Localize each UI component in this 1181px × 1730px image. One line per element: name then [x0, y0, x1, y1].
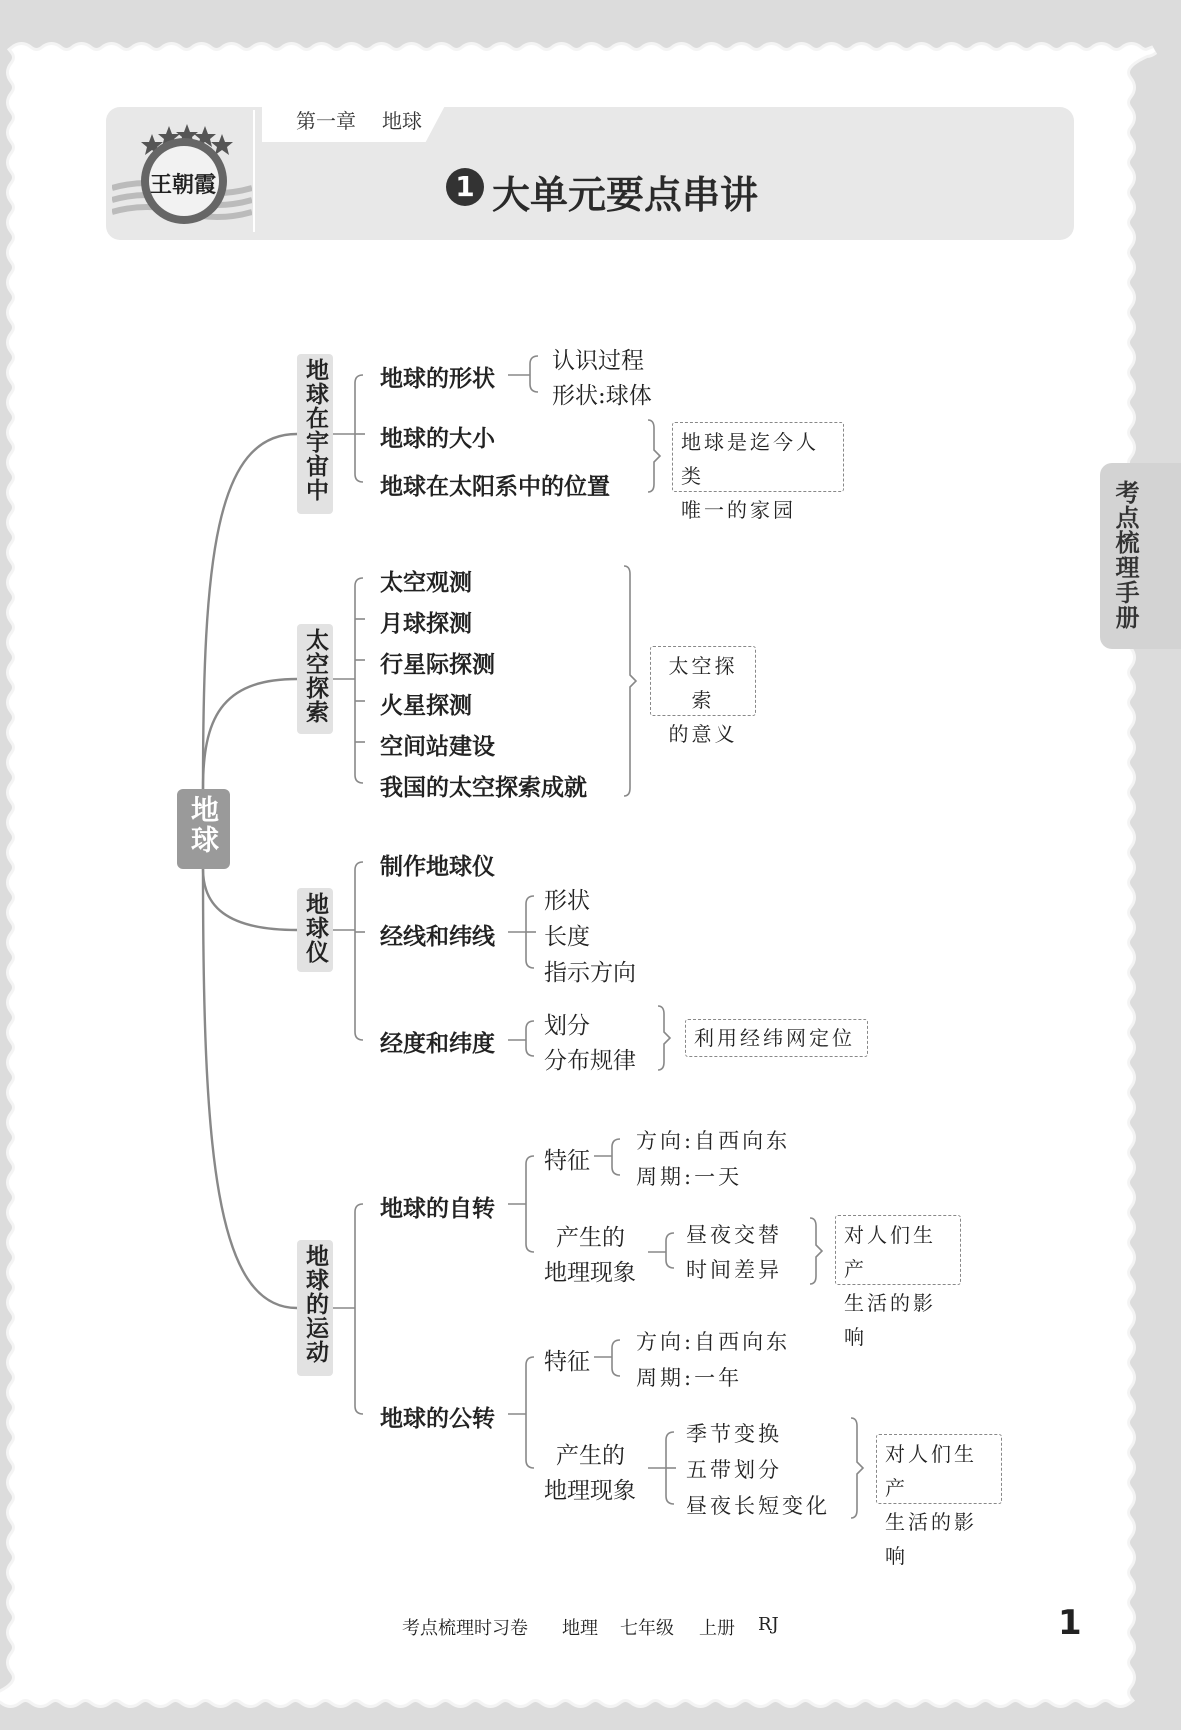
node-rotation-period: 周期:一天	[636, 1165, 743, 1189]
node-interplanetary: 行星际探测	[380, 652, 495, 678]
root-node-label: 地球	[187, 795, 220, 855]
side-tab-label: 考点梳理手册	[1111, 480, 1139, 630]
note-only-home-line1: 地球是迄今人类	[681, 430, 819, 488]
logo-text: 王朝霞	[150, 172, 217, 198]
note-only-home	[672, 422, 844, 522]
node-mars: 火星探测	[380, 693, 472, 719]
node-distribution: 分布规律	[544, 1048, 636, 1074]
node-revolution: 地球的公转	[380, 1406, 495, 1432]
node-cognition-process: 认识过程	[552, 348, 644, 374]
node-revolution-period: 周期:一年	[636, 1366, 743, 1390]
node-earth-shape: 地球的形状	[380, 366, 495, 392]
node-make-globe: 制作地球仪	[380, 854, 495, 880]
footer-volume: 上册	[699, 1618, 735, 1639]
node-meridian-parallel: 经线和纬线	[380, 924, 495, 950]
page-number: 1	[1058, 1603, 1082, 1643]
note-revolution-impact-line1: 对人们生产	[885, 1442, 977, 1500]
node-revolution-phen-line1: 产生的	[556, 1443, 625, 1469]
node-rotation-direction: 方向:自西向东	[636, 1129, 791, 1153]
node-revolution-phen-line2: 地理现象	[544, 1478, 636, 1504]
node-space-observation: 太空观测	[380, 570, 472, 596]
node-rotation: 地球的自转	[380, 1196, 495, 1222]
note-rotation-impact	[835, 1215, 961, 1349]
node-time-difference: 时间差异	[686, 1258, 782, 1282]
node-division: 划分	[544, 1013, 590, 1039]
node-five-zones: 五带划分	[686, 1458, 782, 1482]
note-space-meaning-line2: 的意义	[668, 722, 738, 746]
logo-emblem	[112, 118, 252, 228]
footer-edition: RJ	[758, 1614, 779, 1635]
node-rotation-feature: 特征	[544, 1148, 590, 1174]
node-line-shape: 形状	[544, 888, 590, 914]
node-longitude-latitude: 经度和纬度	[380, 1031, 495, 1057]
node-rotation-phen-line1: 产生的	[556, 1225, 625, 1251]
node-earth-size: 地球的大小	[380, 426, 495, 452]
branch-label-motion: 地球的运动	[302, 1244, 328, 1364]
page-title	[446, 164, 758, 219]
branch-label-globe: 地球仪	[302, 892, 328, 964]
node-line-length: 长度	[544, 924, 590, 950]
header-divider	[253, 110, 255, 232]
note-revolution-impact-line2: 生活的影响	[885, 1510, 977, 1568]
title-number-badge: 1	[446, 168, 484, 206]
breadcrumb-chapter: 第一章	[296, 109, 356, 133]
node-day-length: 昼夜长短变化	[686, 1494, 830, 1518]
note-grid-positioning: 利用经纬网定位	[685, 1019, 868, 1057]
note-rotation-impact-line1: 对人们生产	[844, 1223, 936, 1281]
node-line-direction: 指示方向	[544, 960, 636, 986]
note-only-home-line2: 唯一的家园	[681, 498, 796, 522]
node-china-achievements: 我国的太空探索成就	[380, 775, 587, 801]
note-space-meaning-line1: 太空探索	[668, 654, 738, 712]
page-title-text: 大单元要点串讲	[492, 173, 759, 217]
branch-label-space: 太空探索	[302, 628, 328, 724]
node-earth-position: 地球在太阳系中的位置	[380, 474, 610, 500]
node-seasons: 季节变换	[686, 1422, 782, 1446]
note-space-meaning	[650, 646, 756, 746]
node-lunar-exploration: 月球探测	[380, 611, 472, 637]
footer-subject: 地理	[562, 1618, 598, 1639]
breadcrumb-topic: 地球	[382, 109, 422, 133]
node-revolution-feature: 特征	[544, 1349, 590, 1375]
node-day-night: 昼夜交替	[686, 1223, 782, 1247]
node-shape-sphere: 形状:球体	[552, 383, 652, 409]
note-rotation-impact-line2: 生活的影响	[844, 1291, 936, 1349]
node-rotation-phen-line2: 地理现象	[544, 1260, 636, 1286]
footer-grade: 七年级	[620, 1618, 674, 1639]
note-revolution-impact	[876, 1434, 1002, 1568]
node-revolution-direction: 方向:自西向东	[636, 1330, 791, 1354]
node-space-station: 空间站建设	[380, 734, 495, 760]
branch-label-universe: 地球在宇宙中	[302, 358, 328, 502]
footer-book: 考点梳理时习卷	[402, 1618, 528, 1639]
